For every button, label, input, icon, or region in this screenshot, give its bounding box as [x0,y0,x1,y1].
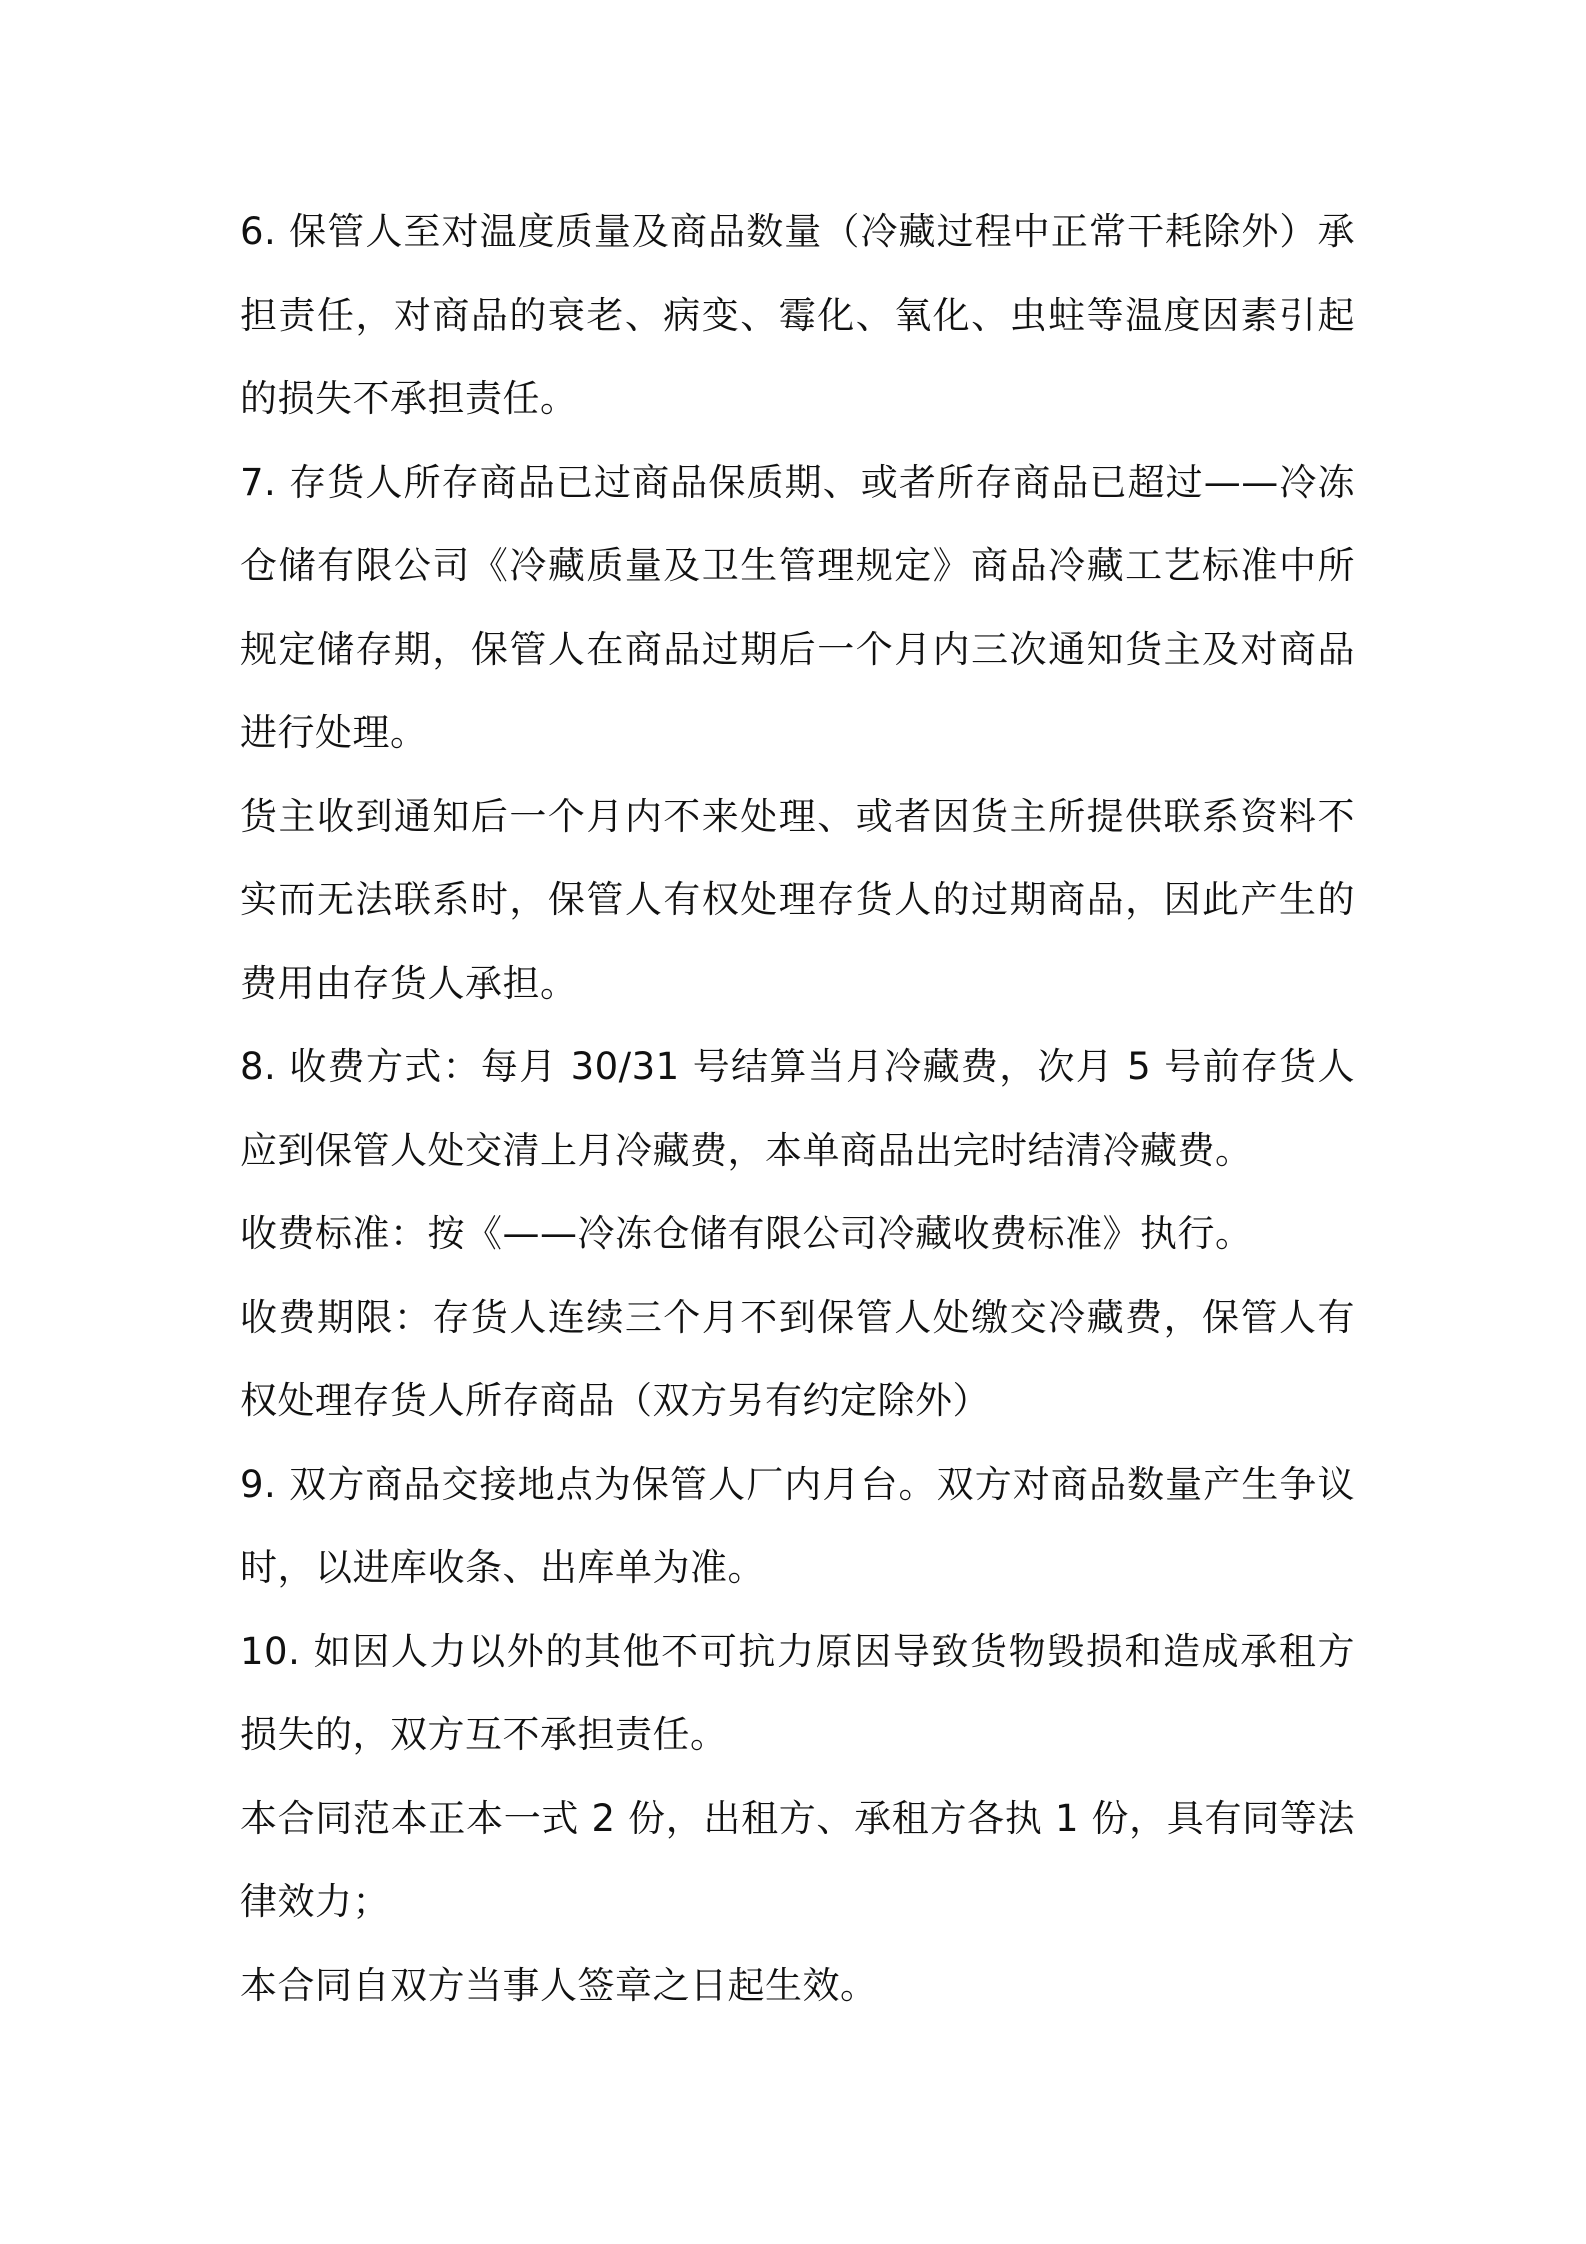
clause-10-paragraph: 10. 如因人力以外的其他不可抗力原因导致货物毁损和造成承租方损失的，双方互不承担责任。 [240,1629,1355,1756]
clause-9-paragraph: 9. 双方商品交接地点为保管人厂内月台。双方对商品数量产生争议时，以进库收条、出库单为准。 [240,1462,1355,1589]
fee-deadline-paragraph: 收费期限：存货人连续三个月不到保管人处缴交冷藏费，保管人有权处理存货人所存商品（双方另有约定除外） [240,1295,1355,1422]
clause-8-payment-method-paragraph: 8. 收费方式：每月 30/31 号结算当月冷藏费，次月 5 号前存货人应到保管人处交清上月冷藏费，本单商品出完时结清冷藏费。 [240,1045,1355,1172]
fee-standard-paragraph: 收费标准：按《——冷冻仓储有限公司冷藏收费标准》执行。 [240,1212,1253,1255]
clause-6-paragraph: 6. 保管人至对温度质量及商品数量（冷藏过程中正常干耗除外）承担责任，对商品的衰老、病变、霉化、氧化、虫蛀等温度因素引起的损失不承担责任。 [240,210,1355,420]
clause-7-followup-paragraph: 货主收到通知后一个月内不来处理、或者因货主所提供联系资料不实而无法联系时，保管人有权处理存货人的过期商品，因此产生的费用由存货人承担。 [240,794,1355,1005]
clause-7-paragraph: 7. 存货人所存商品已过商品保质期、或者所存商品已超过——冷冻仓储有限公司《冷藏质量及卫生管理规定》商品冷藏工艺标准中所规定储存期，保管人在商品过期后一个月内三次通知货主及对商品进行处理。 [240,460,1355,754]
copies-paragraph: 本合同范本正本一式 2 份，出租方、承租方各执 1 份，具有同等法律效力； [240,1796,1355,1923]
effective-date-paragraph: 本合同自双方当事人签章之日起生效。 [240,1963,878,2007]
contract-body [240,190,1355,2027]
